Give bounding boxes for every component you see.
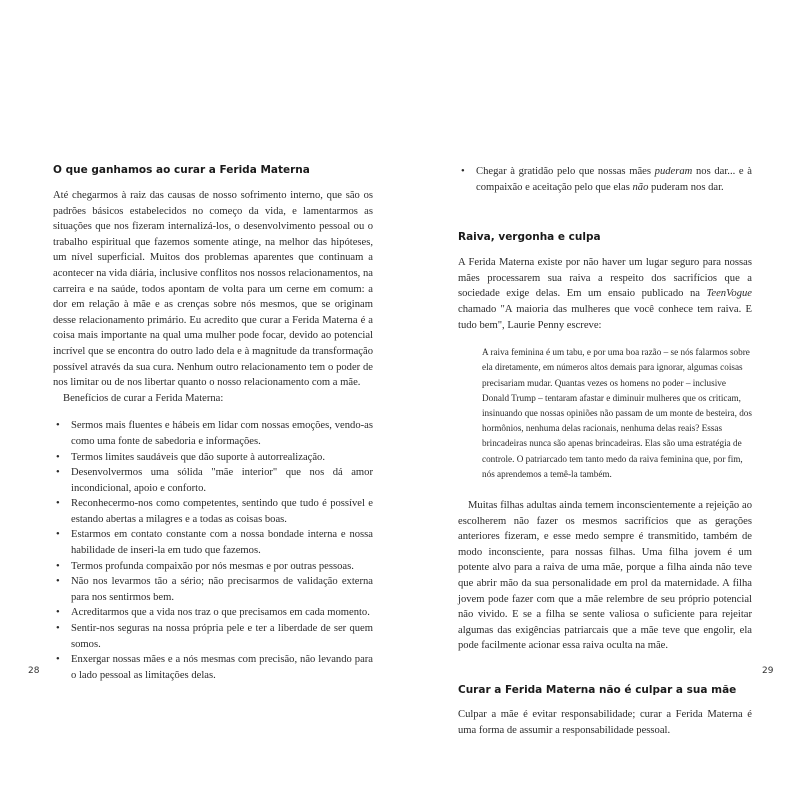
list-item: • Desenvolvermos uma sólida "mãe interior" que nos dá amor incondicional, apoio e conforto.	[53, 465, 373, 496]
ferida-paragraph	[458, 255, 752, 333]
list-item: • Termos profunda compaixão por nós mesmas e por outras pessoas.	[53, 559, 373, 575]
list-item: • Reconhecermo-nos como competentes, sentindo que tudo é possível e estando abertas a milagres e a todas as coisas boas.	[53, 496, 373, 527]
page-number-left: 28	[28, 666, 40, 676]
left-intro-paragraph: Até chegarmos à raiz das causas de nosso sofrimento interno, que são os padrões básicos estabelecidos no começo da vida, e lamentarmos as situações que nos fizeram internalizá-los, o desenvolvimento pessoal ou o trabalho espiritual que fazemos somente atinge, na melhor das hipóteses, um nível superficial. Muitos dos problemas aparentes que continuam a acontecer na vida diária, inclusive conflitos nos nossos relacionamentos, na carreira e na saúde, todos apontam de volta para um cerne em comum: a dor em relação à mãe e as crenças sobre nós mesmos, que se originam desse relacionamento primário. Eu acredito que curar a Ferida Materna é a coisa mais importante na qual uma mulher pode focar, devido ao potencial incrível que se encontra do outro lado dela e à magnitude da transformação possível através da sua cura. Nenhum outro relacionamento tem o poder de nos limitar ou de nos libertar quanto o nosso relacionamento com a mãe.	[53, 190, 373, 389]
teenvogue-title: TeenVogue	[706, 288, 752, 300]
bullet-emphasis-puderam: puderam	[654, 166, 693, 177]
laurie-penny-quote	[482, 345, 752, 482]
bullet-emphasis-nao: não	[632, 181, 649, 193]
left-page-column	[53, 164, 373, 683]
right-page-column	[458, 164, 752, 738]
bullet-text-c: nos dar... e à compaixão e aceitação pelo que elas	[476, 166, 752, 193]
list-item: • Termos limites saudáveis que dão suporte à autorrealização.	[53, 450, 373, 466]
bullet-text-a: Chegar à gratidão pelo que nossas mães	[476, 166, 655, 177]
quote-text: A raiva feminina é um tabu, e por uma boa razão – se nós falarmos sobre ela diretamente, em números altos demais para ignorar, algumas coisas precisariam mudar. Quantas vezes os homens no poder – inclusive Donald Trump – tentaram afastar e diminuir mulheres que os criticam, insinuando que nossas opiniões não passam de um monte de besteira, dos hormônios, nenhuma delas racionais, nenhuma delas reais? Essas brincadeiras nunca são apenas brincadeiras. Elas são uma estratégia de controle. O patriarcado tem tanto medo da raiva feminina que, por fim, nós aprendemos a temê-la também.	[482, 347, 752, 479]
list-item: • Não nos levarmos tão a sério; não precisarmos de validação externa para nos sentirmos bem.	[53, 574, 373, 605]
para1-text-c: chamado "A maioria das mulheres que você conhece tem raiva. E tudo bem", Laurie Penny escreve:	[458, 303, 752, 331]
list-item	[458, 164, 752, 195]
list-item: • Enxergar nossas mães e a nós mesmas com precisão, não levando para o lado pessoal as limitações delas.	[53, 652, 373, 683]
page-number-right: 29	[762, 666, 774, 676]
benefits-intro: Benefícios de curar a Ferida Materna:	[63, 392, 224, 404]
list-item: • Estarmos em contato constante com a nossa bondade interna e nossa habilidade de inseri-la em tudo que fazemos.	[53, 527, 373, 558]
section-heading-culpar: Curar a Ferida Materna não é culpar a sua mãe	[458, 683, 737, 696]
list-item: • Sermos mais fluentes e hábeis em lidar com nossas emoções, vendo-as como uma fonte de sabedoria e informações.	[53, 418, 373, 449]
gratitude-list	[458, 164, 752, 195]
benefits-list	[53, 418, 373, 683]
list-item: • Acreditarmos que a vida nos traz o que precisamos em cada momento.	[53, 605, 373, 621]
para1-text-a: A Ferida Materna existe por não haver um lugar seguro para nossas mães processarem sua raiva a respeito dos sacrifícios que a sociedade exige delas. Em um ensaio publicado na	[458, 257, 752, 300]
left-section-heading: O que ganhamos ao curar a Ferida Materna	[53, 164, 310, 176]
filhas-paragraph: Muitas filhas adultas ainda temem inconscientemente a rejeição ao escolherem não fazer os mesmos sacrifícios que as gerações anteriores fizeram, e esse medo sempre é transmitido, também de modo inconsciente, para nossas filhas. Uma filha jovem é um potente alvo para a raiva de uma mãe, porque a filha ainda não teve que abrir mão da sua personalidade em prol da maternidade. A filha jovem pode fazer com que a mãe relembre de seu próprio potencial não vivido. E se a filha se sente valiosa o suficiente para rejeitar algumas das exigências patriarcais que a mãe teve que engolir, ela pode facilmente acionar essa raiva oculta na mãe.	[458, 499, 752, 652]
section-heading-raiva: Raiva, vergonha e culpa	[458, 231, 601, 244]
bullet-text-e: puderam nos dar.	[648, 181, 724, 193]
list-item: • Sentir-nos seguras na nossa própria pele e ter a liberdade de ser quem somos.	[53, 621, 373, 652]
culpar-paragraph: Culpar a mãe é evitar responsabilidade; curar a Ferida Materna é uma forma de assumir a responsabilidade pessoal.	[458, 708, 752, 736]
